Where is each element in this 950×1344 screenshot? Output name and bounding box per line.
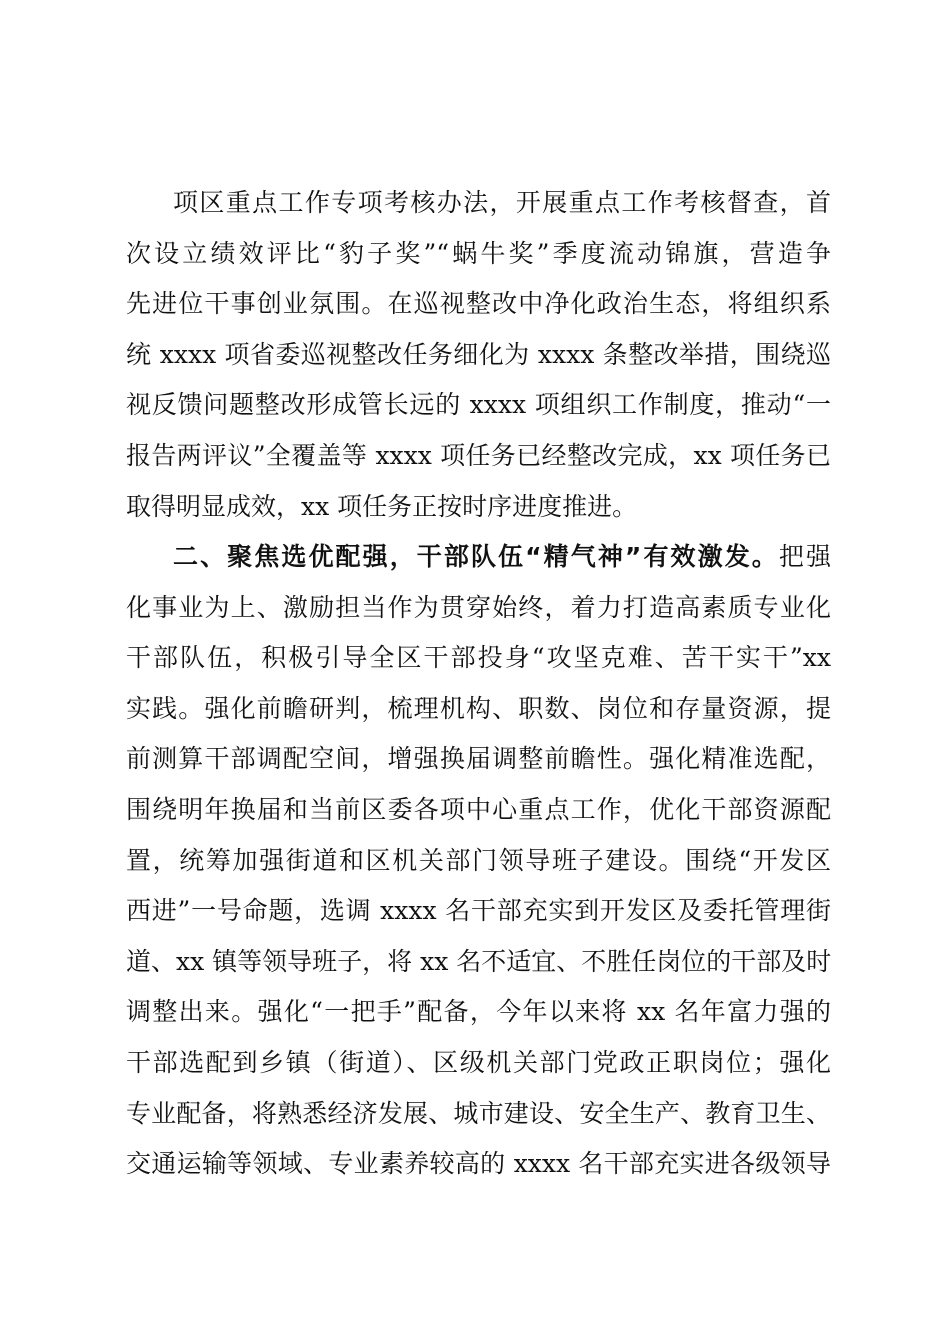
paragraph-line: 调整出来。强化“一把手”配备，今年以来将 xx 名年富力强的: [126, 997, 831, 1027]
paragraph-line: 化事业为上、激励担当作为贯穿始终，着力打造高素质专业化: [126, 592, 831, 622]
paragraph-line: 前测算干部调配空间，增强换届调整前瞻性。强化精准选配，: [126, 744, 831, 774]
paragraph-cadre-selection: [126, 532, 831, 1190]
paragraph-line: 专业配备，将熟悉经济发展、城市建设、安全生产、教育卫生、: [126, 1098, 831, 1128]
paragraph-line: 干部选配到乡镇（街道）、区级机关部门党政正职岗位；强化: [126, 1047, 831, 1077]
paragraph-line: 视反馈问题整改形成管长远的 xxxx 项组织工作制度，推动“一: [126, 390, 831, 420]
paragraph-line: 交通运输等领域、专业素养较高的 xxxx 名干部充实进各级领导: [126, 1149, 831, 1179]
paragraph-line: 围绕明年换届和当前区委各项中心重点工作，优化干部资源配: [126, 794, 831, 824]
paragraph-line: 取得明显成效，xx 项任务正按时序进度推进。: [126, 491, 638, 521]
heading-tail-text: 把强: [778, 542, 831, 571]
paragraph-line: 报告两评议”全覆盖等 xxxx 项任务已经整改完成，xx 项任务已: [126, 440, 831, 470]
paragraph-line: 统 xxxx 项省委巡视整改任务细化为 xxxx 条整改举措，围绕巡: [126, 339, 831, 369]
paragraph-line: 道、xx 镇等领导班子，将 xx 名不适宜、不胜任岗位的干部及时: [126, 946, 832, 976]
paragraph-line: 干部队伍，积极引导全区干部投身“攻坚克难、苦干实干”xx: [126, 643, 831, 673]
paragraph-line: 实践。强化前瞻研判，梳理机构、职数、岗位和存量资源，提: [126, 693, 831, 723]
section-heading-line: [126, 532, 831, 583]
paragraph-line: 置，统筹加强街道和区机关部门领导班子建设。围绕“开发区: [126, 845, 831, 875]
paragraph-line: 次设立绩效评比“豹子奖”“蜗牛奖”季度流动锦旗，营造争: [126, 238, 831, 268]
paragraph-line: 先进位干事创业氛围。在巡视整改中净化政治生态，将组织系: [126, 289, 831, 319]
paragraph-line: 西进”一号命题，选调 xxxx 名干部充实到开发区及委托管理街: [126, 896, 831, 926]
section-heading: 二、聚焦选优配强，干部队伍“精气神”有效激发。: [173, 542, 779, 571]
paragraph-inspection-rectification: [126, 178, 831, 532]
paragraph-line: 项区重点工作专项考核办法，开展重点工作考核督查，首: [173, 188, 831, 217]
